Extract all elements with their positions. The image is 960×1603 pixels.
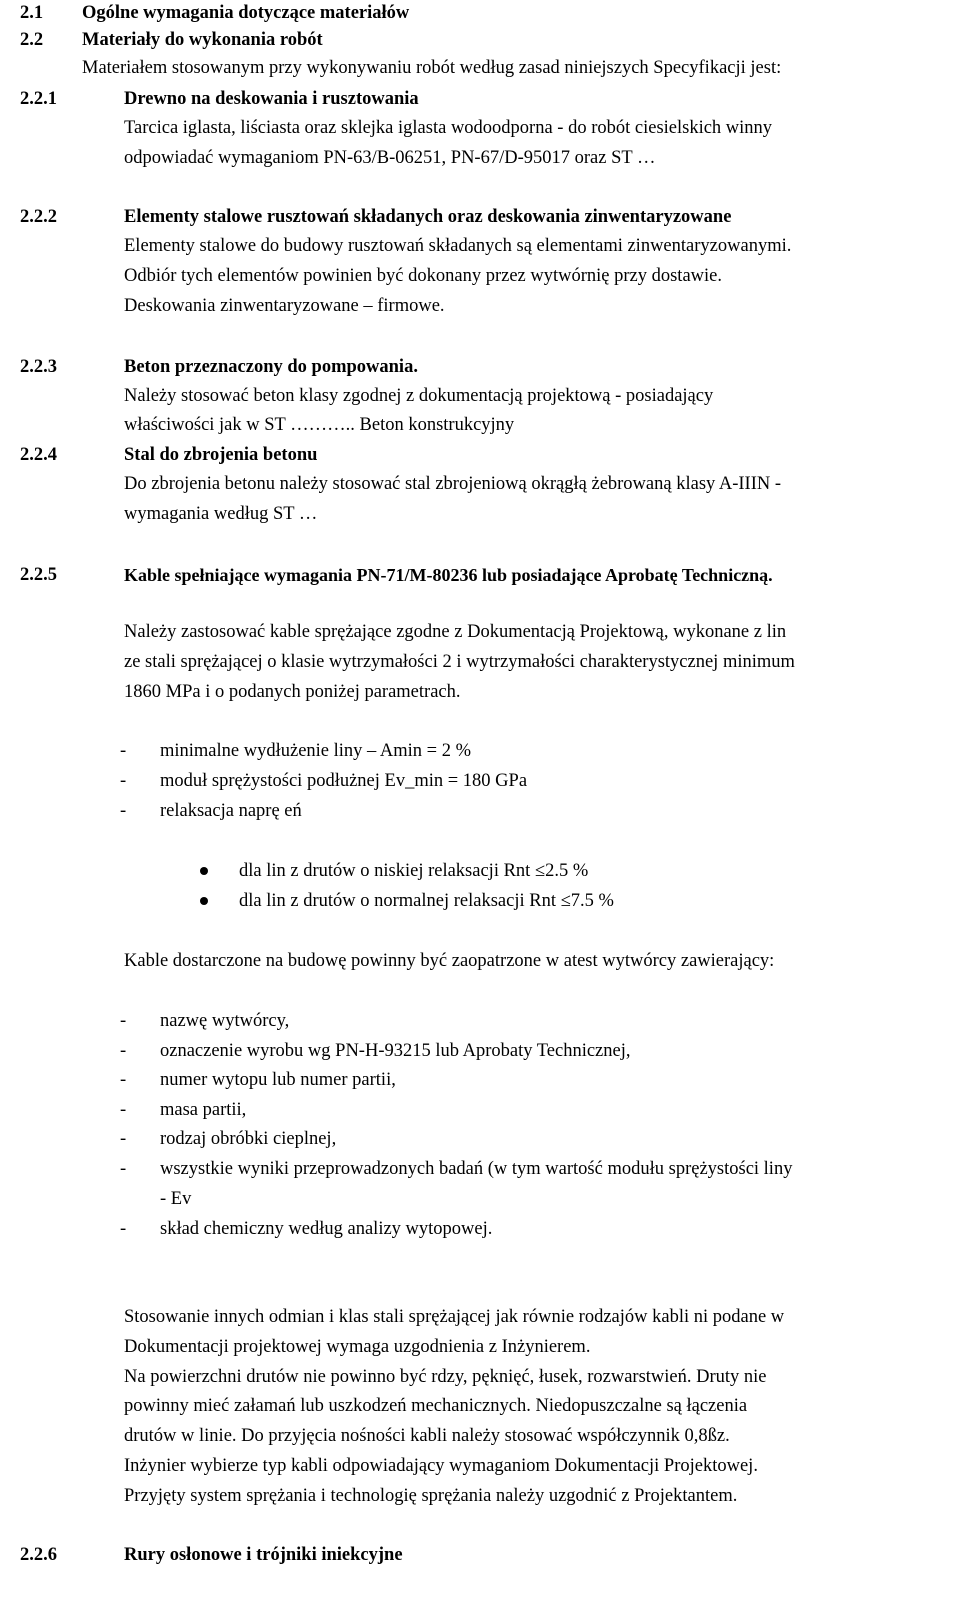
list-item: nazwę wytwórcy, — [160, 1011, 290, 1031]
list-dash: - — [120, 741, 127, 761]
paragraph-line: właściwości jak w ST ……….. Beton konstrukcyjny — [124, 415, 515, 435]
paragraph-line: Inżynier wybierze typ kabli odpowiadający wymaganiom Dokumentacji Projektowej. — [124, 1456, 758, 1476]
list-item: moduł sprężystości podłużnej Ev_min = 180 GPa — [160, 771, 528, 791]
paragraph-line: drutów w linie. Do przyjęcia nośności kabli należy stosować współczynnik 0,8ßz. — [124, 1426, 730, 1446]
paragraph-line: Stosowanie innych odmian i klas stali sprężającej jak równie rodzajów kabli ni podane w — [124, 1307, 785, 1327]
list-dash: - — [120, 1070, 127, 1090]
paragraph-line: Elementy stalowe do budowy rusztowań składanych są elementami zinwentaryzowanymi. — [124, 236, 792, 256]
section-intro: Materiałem stosowanym przy wykonywaniu robót według zasad niniejszych Specyfikacji jest: — [82, 58, 782, 78]
section-number: 2.1 — [20, 3, 44, 23]
section-number: 2.2.6 — [20, 1545, 57, 1565]
list-dash: - — [120, 1041, 127, 1061]
paragraph-line: 1860 MPa i o podanych poniżej parametrach. — [124, 682, 461, 702]
paragraph-line: Przyjęty system sprężania i technologię sprężania należy uzgodnić z Projektantem. — [124, 1486, 738, 1506]
paragraph-line: Należy zastosować kable sprężające zgodne z Dokumentacją Projektową, wykonane z lin — [124, 622, 787, 642]
paragraph-line: Odbiór tych elementów powinien być dokonany przez wytwórnię przy dostawie. — [124, 266, 722, 286]
paragraph-line: ze stali sprężającej o klasie wytrzymałości 2 i wytrzymałości charakterystycznej minimum — [124, 652, 795, 672]
bullet-icon — [200, 897, 208, 905]
list-dash: - — [120, 1011, 127, 1031]
paragraph-line: Na powierzchni drutów nie powinno być rdzy, pęknięć, łusek, rozwarstwień. Druty nie — [124, 1367, 767, 1387]
bullet-icon — [200, 867, 208, 875]
list-item: minimalne wydłużenie liny – Amin = 2 % — [160, 741, 472, 761]
section-heading: Rury osłonowe i trójniki iniekcyjne — [124, 1545, 403, 1565]
section-heading: Drewno na deskowania i rusztowania — [124, 89, 419, 109]
bullet-item: dla lin z drutów o niskiej relaksacji Rnt ≤2.5 % — [239, 861, 589, 881]
paragraph-line: Kable dostarczone na budowę powinny być zaopatrzone w atest wytwórcy zawierający: — [124, 951, 775, 971]
paragraph-line: Deskowania zinwentaryzowane – firmowe. — [124, 296, 445, 316]
list-dash: - — [120, 1219, 127, 1239]
list-dash: - — [120, 1100, 127, 1120]
section-heading: Stal do zbrojenia betonu — [124, 445, 318, 465]
section-heading: Materiały do wykonania robót — [82, 30, 323, 50]
section-heading: Elementy stalowe rusztowań składanych oraz deskowania zinwentaryzowane — [124, 207, 732, 227]
paragraph-line: odpowiadać wymaganiom PN-63/B-06251, PN-67/D-95017 oraz ST … — [124, 148, 656, 168]
list-dash: - — [120, 1159, 127, 1179]
list-dash: - — [120, 801, 127, 821]
section-number: 2.2.5 — [20, 565, 57, 585]
list-dash: - — [120, 1129, 127, 1149]
section-number: 2.2.3 — [20, 357, 57, 377]
list-item: wszystkie wyniki przeprowadzonych badań (w tym wartość modułu sprężystości liny — [160, 1159, 793, 1179]
list-item: rodzaj obróbki cieplnej, — [160, 1129, 337, 1149]
paragraph-line: Tarcica iglasta, liściasta oraz sklejka iglasta wodoodporna - do robót ciesielskich winny — [124, 118, 773, 138]
paragraph-line: wymagania według ST … — [124, 504, 318, 524]
section-heading: Kable spełniające wymagania PN-71/M-80236 lub posiadające Aprobatę Techniczną. — [124, 565, 773, 585]
list-item: skład chemiczny według analizy wytopowej. — [160, 1219, 493, 1239]
section-number: 2.2 — [20, 30, 44, 50]
section-number: 2.2.4 — [20, 445, 57, 465]
bullet-item: dla lin z drutów o normalnej relaksacji Rnt ≤7.5 % — [239, 891, 614, 911]
list-dash: - — [120, 771, 127, 791]
section-number: 2.2.1 — [20, 89, 57, 109]
paragraph-line: Do zbrojenia betonu należy stosować stal zbrojeniową okrągłą żebrowaną klasy A-IIIN - — [124, 474, 782, 494]
section-heading: Beton przeznaczony do pompowania. — [124, 357, 418, 377]
paragraph-line: powinny mieć załamań lub uszkodzeń mechanicznych. Niedopuszczalne są łączenia — [124, 1396, 748, 1416]
paragraph-line: Dokumentacji projektowej wymaga uzgodnienia z Inżynierem. — [124, 1337, 591, 1357]
section-heading: Ogólne wymagania dotyczące materiałów — [82, 3, 410, 23]
section-number: 2.2.2 — [20, 207, 57, 227]
paragraph-line: Należy stosować beton klasy zgodnej z dokumentacją projektową - posiadający — [124, 386, 714, 406]
list-item: relaksacja naprę eń — [160, 801, 302, 821]
list-item: oznaczenie wyrobu wg PN-H-93215 lub Aprobaty Technicznej, — [160, 1041, 631, 1061]
list-item: numer wytopu lub numer partii, — [160, 1070, 396, 1090]
list-item: masa partii, — [160, 1100, 247, 1120]
list-item-continuation: - Ev — [160, 1189, 192, 1209]
